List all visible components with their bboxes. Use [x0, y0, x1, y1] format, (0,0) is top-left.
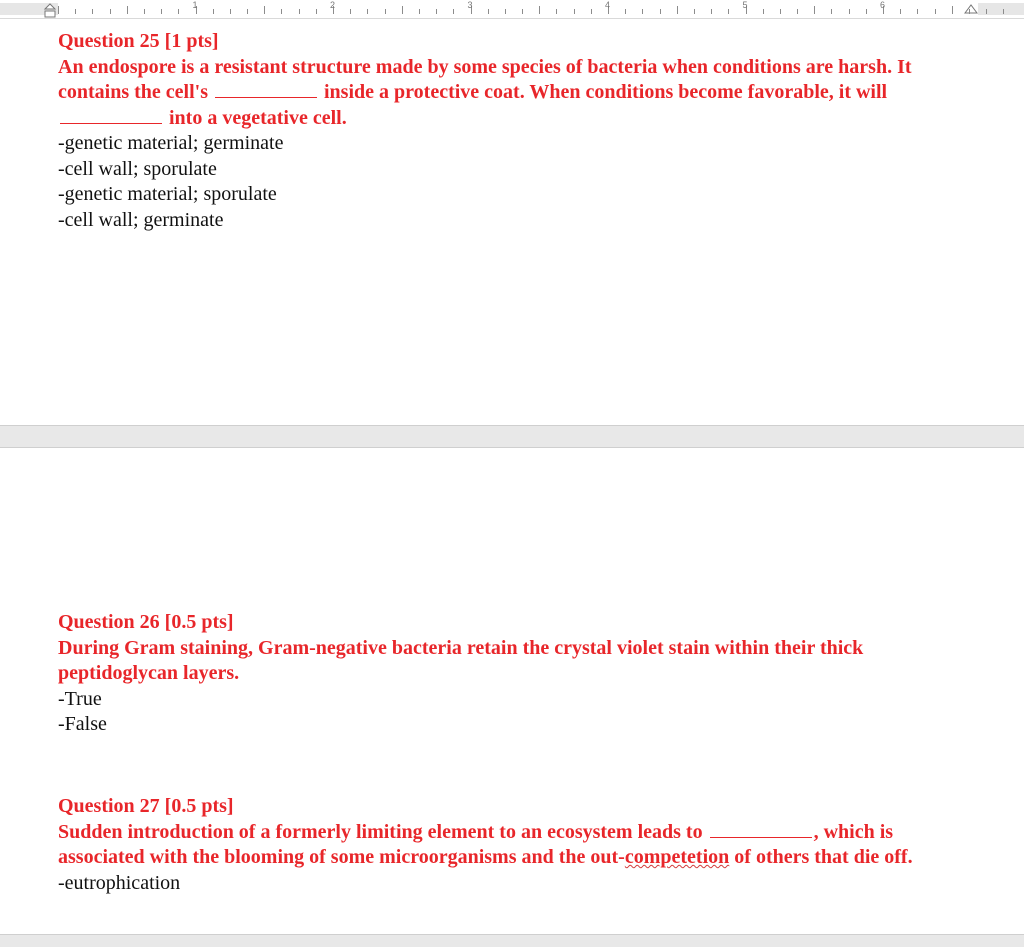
answer-blank [710, 820, 812, 838]
ruler-tick [677, 6, 678, 14]
ruler-tick [230, 9, 231, 14]
ruler-tick [728, 9, 729, 14]
ruler-tick [178, 9, 179, 14]
horizontal-scrollbar[interactable] [0, 934, 1024, 947]
question-text: During Gram staining, Gram-negative bacteria retain the crystal violet stain within their thick peptidoglycan layers. [58, 636, 864, 684]
ruler-number: 2 [330, 0, 336, 10]
ruler-number: 1 [192, 0, 198, 10]
ruler-tick [505, 9, 506, 14]
answer-blank [60, 106, 162, 124]
ruler-tick [935, 9, 936, 14]
page-separator [0, 425, 1024, 448]
ruler-tick [711, 9, 712, 14]
ruler-tick [556, 9, 557, 14]
ruler-tick [161, 9, 162, 14]
ruler-tick [694, 9, 695, 14]
question-title: Question 25 [1 pts] [58, 30, 219, 52]
ruler-tick [831, 9, 832, 14]
question-25 [58, 29, 958, 233]
question-text: Sudden introduction of a formerly limiting element to an ecosystem leads to , which is associated with the blooming of some microorganisms and the out-competetion of others that die off. [58, 820, 913, 868]
ruler-number: 5 [742, 0, 748, 10]
ruler-number: 3 [467, 0, 473, 10]
option: -False [58, 713, 107, 735]
ruler-tick [436, 9, 437, 14]
right-indent-marker-icon[interactable] [963, 2, 979, 14]
document-page-1[interactable] [0, 19, 1024, 425]
ruler-tick [660, 9, 661, 14]
option: -eutrophication [58, 871, 181, 894]
ruler[interactable] [0, 0, 1024, 19]
ruler-tick [1003, 9, 1004, 14]
ruler-tick [917, 9, 918, 14]
ruler-tick [797, 9, 798, 14]
ruler-tick [264, 6, 265, 14]
ruler-tick [969, 9, 970, 14]
ruler-tick [247, 9, 248, 14]
ruler-tick [385, 9, 386, 14]
ruler-tick [213, 9, 214, 14]
ruler-tick [814, 6, 815, 14]
ruler-tick [574, 9, 575, 14]
ruler-tick [127, 6, 128, 14]
ruler-tick [642, 9, 643, 14]
option: -genetic material; germinate [58, 132, 284, 154]
ruler-tick [316, 9, 317, 14]
ruler-tick [299, 9, 300, 14]
misspelled-word[interactable]: competetion [624, 846, 730, 868]
option: -genetic material; sporulate [58, 183, 277, 205]
ruler-tick [419, 9, 420, 14]
ruler-tick [144, 9, 145, 14]
document-page-2[interactable] [0, 448, 1024, 936]
ruler-tick [763, 9, 764, 14]
option: -True [58, 687, 102, 710]
ruler-tick [591, 9, 592, 14]
ruler-tick [986, 9, 987, 14]
option: -cell wall; germinate [58, 208, 224, 231]
ruler-tick [866, 9, 867, 14]
ruler-tick [952, 6, 953, 14]
ruler-tick [625, 9, 626, 14]
ruler-tick [402, 6, 403, 14]
ruler-tick [350, 9, 351, 14]
ruler-tick [281, 9, 282, 14]
question-text: An endospore is a resistant structure made by some species of bacteria when conditions are harsh. It contains the cell's inside a protective coat. When conditions become favorable, it will into a vegetative cell. [58, 55, 912, 129]
ruler-tick [780, 9, 781, 14]
ruler-tick [92, 9, 93, 14]
ruler-tick [522, 9, 523, 14]
indent-marker-icon[interactable] [43, 2, 57, 18]
ruler-tick [58, 6, 59, 14]
ruler-number: 6 [880, 0, 886, 10]
ruler-tick [900, 9, 901, 14]
ruler-tick [539, 6, 540, 14]
ruler-tick [488, 9, 489, 14]
ruler-tick [367, 9, 368, 14]
question-27 [58, 794, 958, 896]
ruler-tick [453, 9, 454, 14]
option: -cell wall; sporulate [58, 157, 217, 180]
ruler-tick [75, 9, 76, 14]
question-title: Question 26 [0.5 pts] [58, 611, 234, 633]
answer-blank [215, 80, 317, 98]
ruler-tick [849, 9, 850, 14]
ruler-number: 4 [605, 0, 611, 10]
ruler-tick [110, 9, 111, 14]
question-title: Question 27 [0.5 pts] [58, 795, 234, 817]
ruler-right-margin [978, 3, 1024, 15]
question-26 [58, 610, 958, 738]
